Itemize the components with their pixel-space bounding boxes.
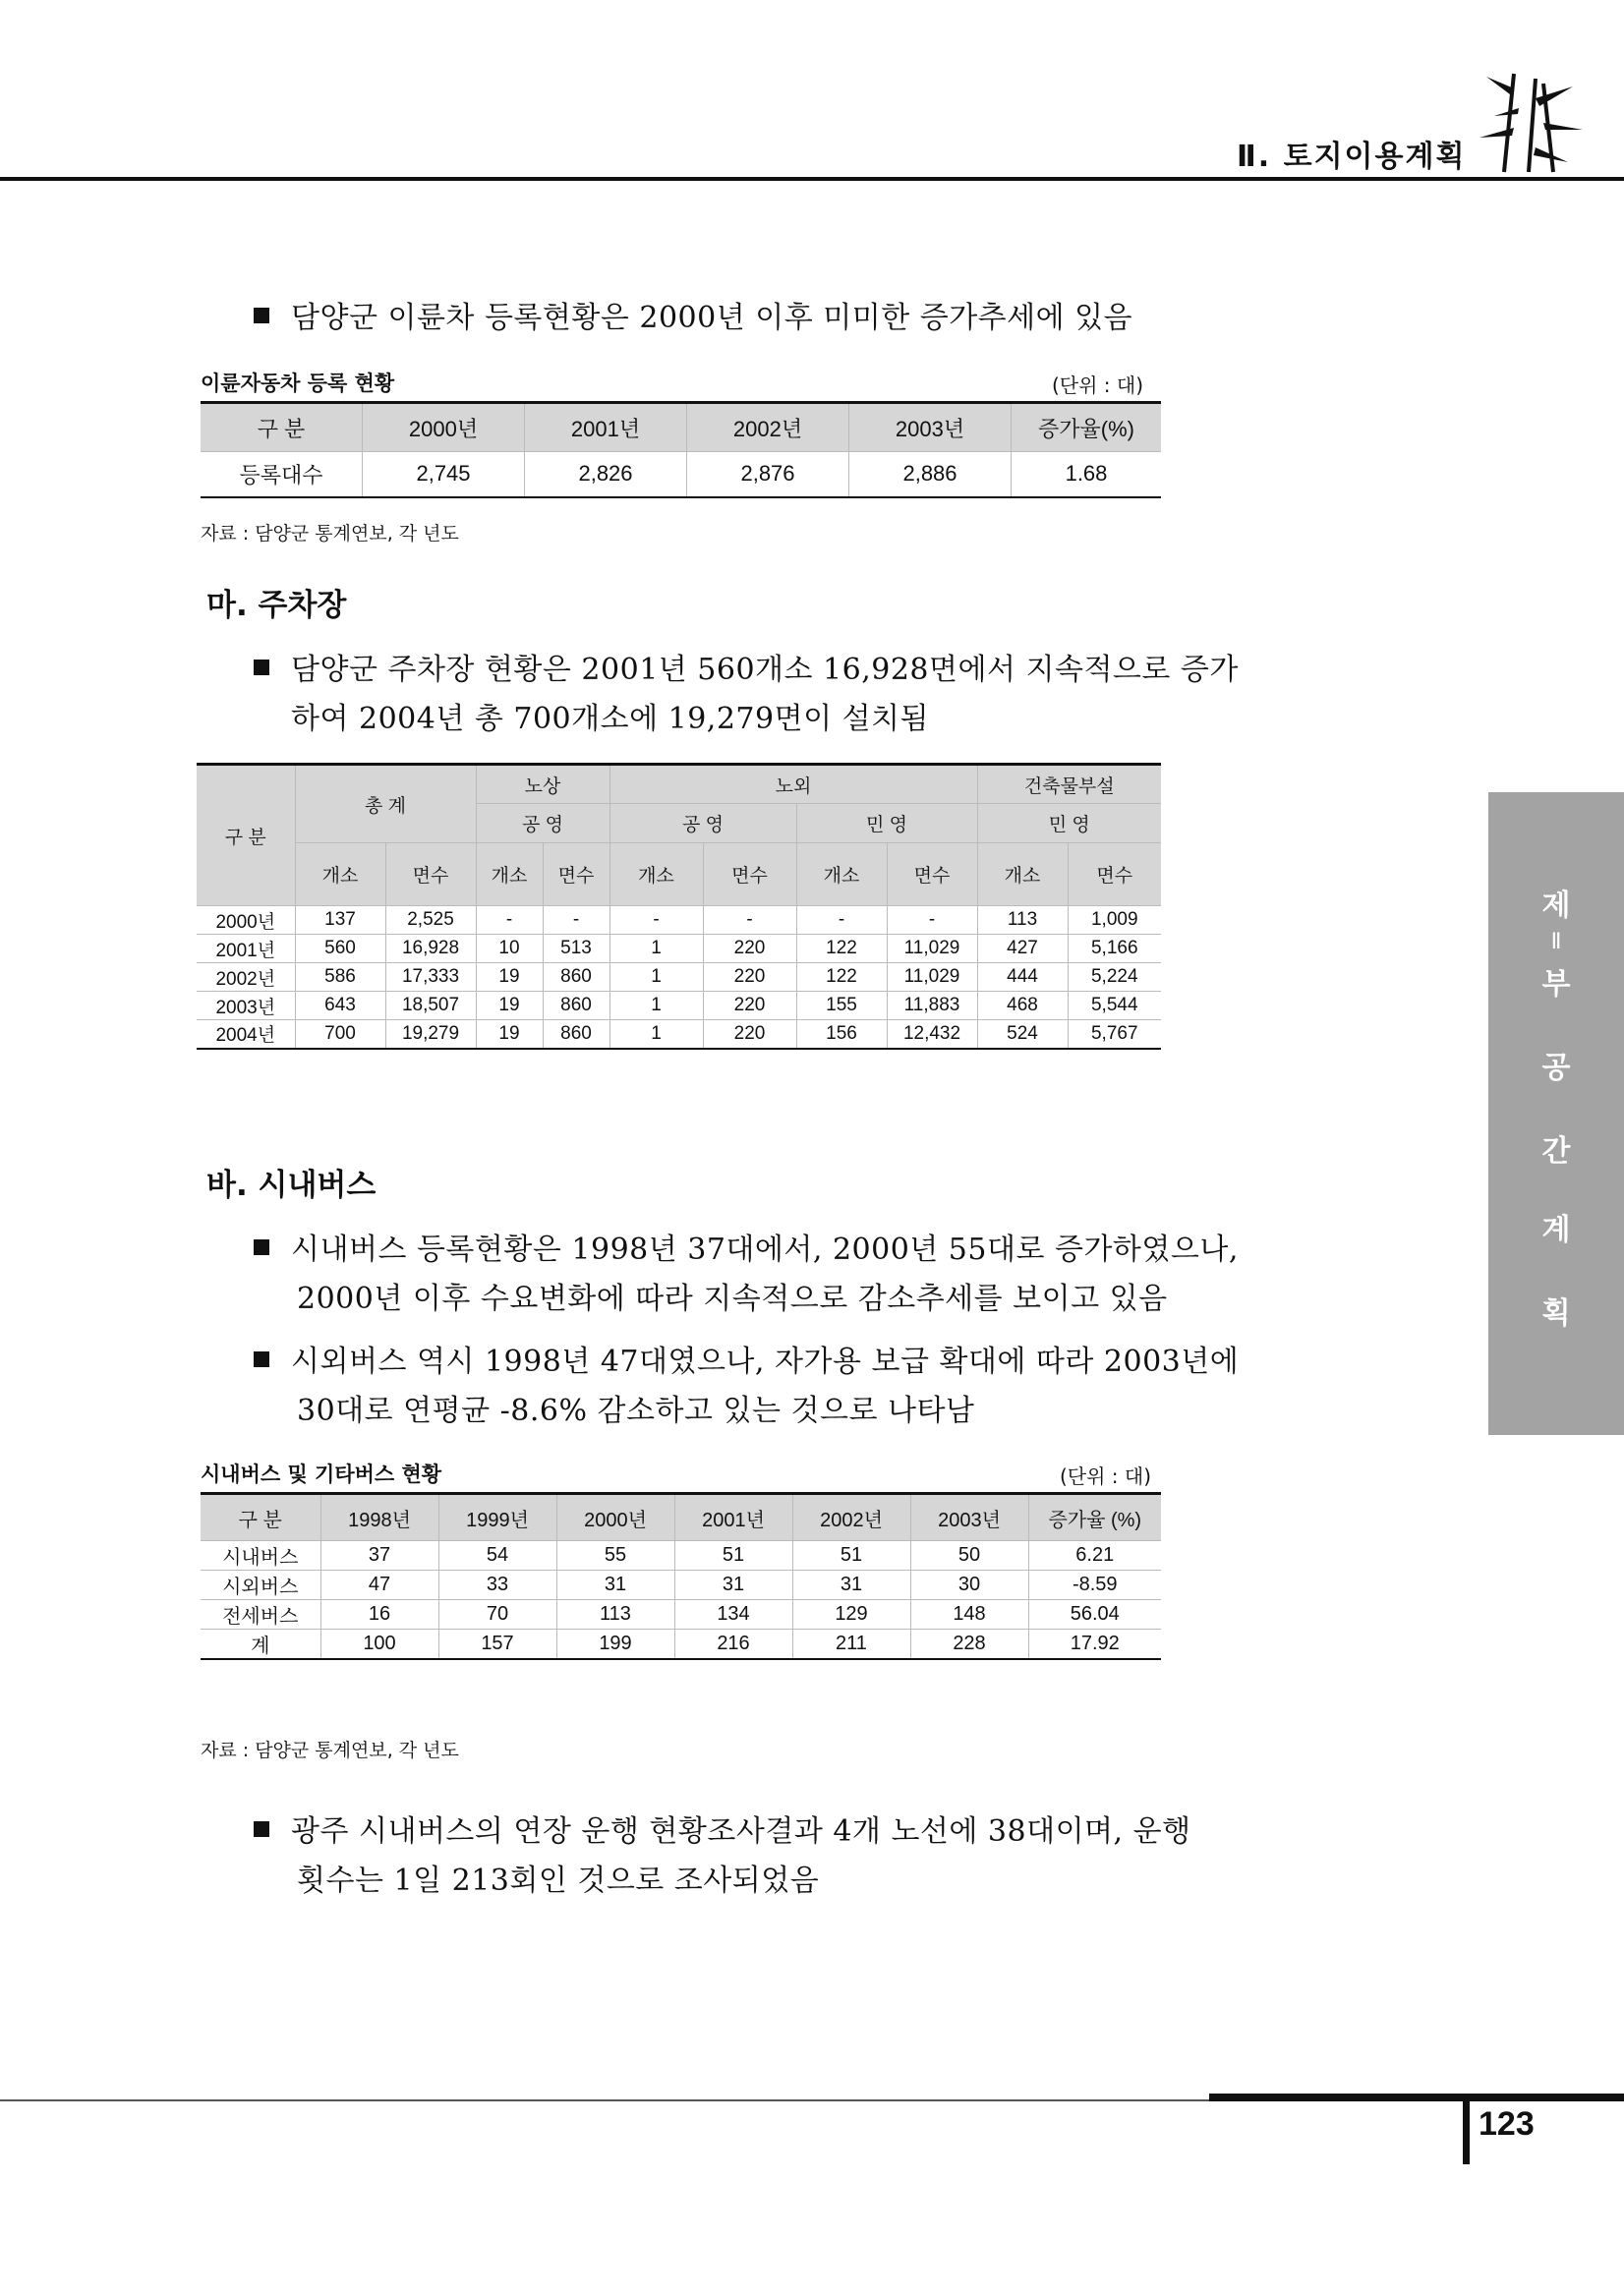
table-cell: 31 [674, 1571, 792, 1600]
table-cell: 계 [201, 1630, 320, 1660]
bullet-paragraph [254, 1225, 1239, 1268]
table-header-row [201, 1494, 1161, 1541]
table-cell: 444 [977, 963, 1068, 992]
table-cell: 586 [295, 963, 385, 992]
section-heading: 바. 시내버스 [206, 1168, 377, 1203]
table-header-cell: 2000년 [556, 1494, 674, 1541]
table-header-cell: 2001년 [525, 403, 687, 452]
table-row [197, 992, 1161, 1020]
square-bullet-icon [254, 308, 269, 323]
bullet-text: 시외버스 역시 1998년 47대였으나, 자가용 보급 확대에 따라 2003년에 [291, 1345, 1240, 1379]
table-cell: 19,279 [385, 1020, 476, 1049]
side-tab-char: Ⅱ [1550, 930, 1562, 954]
table-cell: 220 [703, 935, 796, 963]
section-heading: 마. 주차장 [206, 588, 347, 623]
parking-status-table [197, 763, 1161, 1050]
table-cell: 54 [438, 1541, 556, 1571]
table-header-cell: 건축물부설 [977, 765, 1161, 804]
table-cell: -8.59 [1028, 1571, 1161, 1600]
table-header-cell: 개소 [476, 843, 543, 906]
bullet-continuation: 2000년 이후 수요변화에 따라 지속적으로 감소추세를 보이고 있음 [297, 1282, 1168, 1316]
table-cell: 100 [320, 1630, 438, 1660]
bullet-text: 담양군 이륜차 등록현황은 2000년 이후 미미한 증가추세에 있음 [291, 301, 1133, 335]
table-caption: 시내버스 및 기타버스 현황 [201, 1463, 442, 1486]
table-header-cell: 2003년 [910, 1494, 1028, 1541]
table-cell: 1.68 [1012, 452, 1162, 497]
table-header-cell: 총 계 [295, 765, 476, 843]
table-cell: 1 [609, 963, 703, 992]
bullet-paragraph [254, 645, 1239, 688]
table-row [201, 1600, 1161, 1630]
bullet-text: 시내버스 등록현황은 1998년 37대에서, 2000년 55대로 증가하였으나, [291, 1233, 1239, 1267]
table-cell: 19 [476, 992, 543, 1020]
table-cell: 113 [556, 1600, 674, 1630]
table-cell: 122 [796, 963, 887, 992]
table-cell: 시외버스 [201, 1571, 320, 1600]
table-header-cell: 1999년 [438, 1494, 556, 1541]
table-cell: 33 [438, 1571, 556, 1600]
table-cell: 시내버스 [201, 1541, 320, 1571]
table-header-cell: 2000년 [363, 403, 525, 452]
bullet-paragraph [254, 1337, 1239, 1380]
table-row [201, 452, 1161, 497]
table-cell: - [796, 906, 887, 935]
table-cell: 17,333 [385, 963, 476, 992]
table-cell: 2003년 [197, 992, 295, 1020]
table-cell: 55 [556, 1541, 674, 1571]
table-header-cell: 면수 [385, 843, 476, 906]
table-cell: 19 [476, 963, 543, 992]
table-cell: 860 [543, 1020, 609, 1049]
table-cell: 16,928 [385, 935, 476, 963]
table-cell: 10 [476, 935, 543, 963]
table-cell: 860 [543, 963, 609, 992]
table-cell: 860 [543, 992, 609, 1020]
table-unit: (단위 : 대) [1060, 1464, 1152, 1488]
table-cell: 216 [674, 1630, 792, 1660]
bullet-paragraph [254, 1807, 1191, 1850]
table-cell: 2,745 [363, 452, 525, 497]
table-cell: 228 [910, 1630, 1028, 1660]
table-cell: 148 [910, 1600, 1028, 1630]
table-cell: 643 [295, 992, 385, 1020]
bullet-continuation: 하여 2004년 총 700개소에 19,279면이 설치됨 [291, 702, 930, 736]
table-row [201, 1541, 1161, 1571]
table-source: 자료 : 담양군 통계연보, 각 년도 [201, 1740, 459, 1761]
table-cell: 11,883 [887, 992, 977, 1020]
table-cell: 37 [320, 1541, 438, 1571]
table-header-cell: 개소 [295, 843, 385, 906]
table-cell: - [887, 906, 977, 935]
table-cell: 전세버스 [201, 1600, 320, 1630]
table-cell: 137 [295, 906, 385, 935]
table-header-cell: 증가율(%) [1012, 403, 1162, 452]
table-caption: 이륜자동차 등록 현황 [201, 372, 395, 395]
table-cell: 211 [792, 1630, 910, 1660]
table-cell: 31 [556, 1571, 674, 1600]
table-cell: 11,029 [887, 963, 977, 992]
table-cell: 50 [910, 1541, 1028, 1571]
table-cell: 524 [977, 1020, 1068, 1049]
table-cell: 122 [796, 935, 887, 963]
table-cell: - [543, 906, 609, 935]
square-bullet-icon [254, 660, 269, 675]
table-cell: 등록대수 [201, 452, 363, 497]
table-cell: 2002년 [197, 963, 295, 992]
table-row [201, 1630, 1161, 1660]
bullet-text: 광주 시내버스의 연장 운행 현황조사결과 4개 노선에 38대이며, 운행 [291, 1814, 1191, 1849]
table-cell: - [609, 906, 703, 935]
table-cell: 113 [977, 906, 1068, 935]
table-header-row [197, 765, 1161, 804]
table-header-cell: 증가율 (%) [1028, 1494, 1161, 1541]
table-cell: 2000년 [197, 906, 295, 935]
table-cell: 12,432 [887, 1020, 977, 1049]
table-cell: 16 [320, 1600, 438, 1630]
table-unit: (단위 : 대) [1052, 373, 1144, 397]
table-header-cell: 개소 [796, 843, 887, 906]
square-bullet-icon [254, 1239, 269, 1255]
table-cell: 1,009 [1068, 906, 1161, 935]
table-cell: 2,525 [385, 906, 476, 935]
bullet-paragraph [254, 293, 1132, 336]
table-header-cell: 민 영 [977, 804, 1161, 843]
side-tab-char: 간 [1541, 1134, 1571, 1169]
bullet-text: 담양군 주차장 현황은 2001년 560개소 16,928면에서 지속적으로 증가 [291, 653, 1239, 687]
table-cell: 51 [792, 1541, 910, 1571]
table-header-cell: 구 분 [201, 1494, 320, 1541]
table-cell: 700 [295, 1020, 385, 1049]
header-rule [0, 177, 1624, 181]
table-cell: 129 [792, 1600, 910, 1630]
table-header-cell: 공 영 [476, 804, 609, 843]
table-header-cell: 면수 [887, 843, 977, 906]
table-cell: 2004년 [197, 1020, 295, 1049]
side-tab-char: 계 [1541, 1213, 1571, 1247]
side-tab-char: 공 [1541, 1051, 1571, 1085]
table-header-cell: 면수 [543, 843, 609, 906]
table-header-cell: 2003년 [849, 403, 1012, 452]
table-header-row [201, 403, 1161, 452]
table-header-cell: 구 분 [201, 403, 363, 452]
table-cell: 5,544 [1068, 992, 1161, 1020]
page-number: 123 [1479, 2105, 1535, 2143]
table-cell: 2,886 [849, 452, 1012, 497]
table-header-cell: 노상 [476, 765, 609, 804]
table-cell: 2,826 [525, 452, 687, 497]
table-header-cell: 1998년 [320, 1494, 438, 1541]
table-cell: 1 [609, 1020, 703, 1049]
page-number-bar [1463, 2099, 1470, 2164]
footer-rule-thick [1209, 2094, 1624, 2101]
table-cell: 17.92 [1028, 1630, 1161, 1660]
table-cell: 5,767 [1068, 1020, 1161, 1049]
table-cell: 199 [556, 1630, 674, 1660]
table-header-cell: 개소 [977, 843, 1068, 906]
table-cell: 56.04 [1028, 1600, 1161, 1630]
table-row [201, 1571, 1161, 1600]
table-cell: 513 [543, 935, 609, 963]
table-row [197, 906, 1161, 935]
table-header-cell: 2001년 [674, 1494, 792, 1541]
table-cell: 560 [295, 935, 385, 963]
side-chapter-tab [1488, 792, 1624, 1435]
table-header-cell: 공 영 [609, 804, 796, 843]
table-cell: 1 [609, 992, 703, 1020]
table-cell: 157 [438, 1630, 556, 1660]
bus-status-table [201, 1492, 1161, 1660]
table-cell: 47 [320, 1571, 438, 1600]
table-row [197, 935, 1161, 963]
bullet-continuation: 30대로 연평균 -8.6% 감소하고 있는 것으로 나타남 [297, 1394, 975, 1428]
side-tab-char: 부 [1541, 967, 1571, 1002]
table-row [197, 1020, 1161, 1049]
table-header-cell: 개소 [609, 843, 703, 906]
table-cell: 30 [910, 1571, 1028, 1600]
square-bullet-icon [254, 1351, 269, 1367]
table-cell: 6.21 [1028, 1541, 1161, 1571]
table-header-cell: 2002년 [687, 403, 849, 452]
side-tab-char: 제 [1541, 889, 1571, 923]
table-cell: 468 [977, 992, 1068, 1020]
table-cell: 11,029 [887, 935, 977, 963]
table-cell: 19 [476, 1020, 543, 1049]
table-cell: 5,224 [1068, 963, 1161, 992]
table-cell: 427 [977, 935, 1068, 963]
table-cell: 2,876 [687, 452, 849, 497]
table-header-row [197, 843, 1161, 906]
running-header-title: Ⅱ. 토지이용계획 [1237, 140, 1467, 174]
side-tab-char: 획 [1541, 1296, 1571, 1331]
table-header-cell: 노외 [609, 765, 977, 804]
table-header-cell: 민 영 [796, 804, 977, 843]
table-header-cell: 면수 [1068, 843, 1161, 906]
table-cell: - [476, 906, 543, 935]
table-cell: 155 [796, 992, 887, 1020]
bamboo-logo-icon [1475, 69, 1593, 177]
table-cell: 51 [674, 1541, 792, 1571]
table-cell: 5,166 [1068, 935, 1161, 963]
table-cell: 18,507 [385, 992, 476, 1020]
bullet-continuation: 횟수는 1일 213회인 것으로 조사되었음 [297, 1864, 820, 1898]
table-cell: 220 [703, 963, 796, 992]
table-cell: 1 [609, 935, 703, 963]
table-cell: 31 [792, 1571, 910, 1600]
table-header-cell: 2002년 [792, 1494, 910, 1541]
motorcycle-registration-table [201, 401, 1161, 498]
table-cell: 134 [674, 1600, 792, 1630]
table-source: 자료 : 담양군 통계연보, 각 년도 [201, 523, 459, 545]
table-cell: 220 [703, 1020, 796, 1049]
table-cell: 220 [703, 992, 796, 1020]
table-cell: 70 [438, 1600, 556, 1630]
table-cell: 2001년 [197, 935, 295, 963]
table-row [197, 963, 1161, 992]
table-cell: - [703, 906, 796, 935]
table-header-cell: 구 분 [197, 765, 295, 906]
square-bullet-icon [254, 1821, 269, 1837]
table-header-cell: 면수 [703, 843, 796, 906]
table-cell: 156 [796, 1020, 887, 1049]
